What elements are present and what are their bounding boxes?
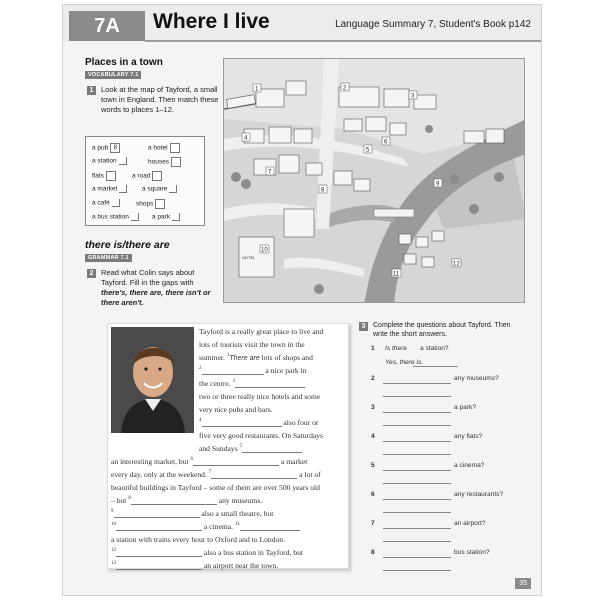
vocab-row: a station: [92, 157, 127, 165]
exercise-1-text: Look at the map of Tayford, a small town in England. Then match these words to places 1–12.: [101, 85, 219, 114]
answer-box[interactable]: [172, 213, 180, 221]
answer-gap[interactable]: [383, 453, 451, 455]
question-gap[interactable]: [383, 527, 451, 529]
example-answer: There are: [229, 355, 260, 362]
map-label-9: 9: [436, 181, 440, 188]
story-line: Tayford is a really great place to live and: [199, 327, 324, 336]
man-portrait-illustration: [111, 327, 194, 433]
example-question: Is there: [385, 345, 407, 352]
vocab-row: a café: [92, 199, 120, 207]
story-line: – but $^8$ any museums.: [111, 496, 263, 505]
vocab-tag: VOCABULARY 7.1: [85, 71, 141, 79]
page-title: Where I live: [153, 10, 270, 33]
gap-6[interactable]: [193, 457, 279, 466]
gap-9[interactable]: [114, 509, 200, 518]
exercise-2-number: 2: [87, 269, 96, 278]
answer-box[interactable]: [119, 157, 127, 165]
exercise-2-options: there's, there are, there isn't or there aren't.: [101, 288, 211, 307]
language-summary-reference: Language Summary 7, Student's Book p142: [335, 19, 531, 30]
gap-10[interactable]: [116, 522, 202, 531]
answer-box[interactable]: [112, 199, 120, 207]
example-answer: Yes, there is.: [385, 359, 424, 366]
answer-gap[interactable]: [383, 511, 451, 513]
vocab-word-box: [85, 136, 205, 226]
answer-box[interactable]: [170, 143, 180, 153]
answer-box[interactable]: [169, 185, 177, 193]
answer-box[interactable]: [152, 171, 162, 181]
colin-photo: [111, 327, 194, 433]
answer-gap[interactable]: [383, 569, 451, 571]
gap-8[interactable]: [131, 496, 217, 505]
story-line: $^9$ also a small theatre, but: [111, 509, 274, 518]
story-line: summer. $^1$There are lots of shops and: [199, 353, 313, 362]
map-label-8: 8: [321, 187, 325, 194]
story-line: five very good restaurants. On Saturdays: [199, 431, 323, 440]
story-line: $^2$ a nice park in: [199, 366, 307, 375]
gap-11[interactable]: [240, 522, 300, 531]
question-gap[interactable]: [383, 556, 451, 558]
answer-box[interactable]: [119, 185, 127, 193]
story-line: $^4$ also four or: [199, 418, 319, 427]
story-line: lots of tourists visit the town in the: [199, 340, 305, 349]
question-gap[interactable]: [383, 440, 451, 442]
exercise-2-instruction: 2 Read what Colin says about Tayford. Fill in the gaps with there's, there are, there isn't or there aren't.: [101, 268, 219, 308]
exercise-1-instruction: [89, 85, 219, 115]
story-line: an interesting market, but $^6$ a market: [111, 457, 308, 466]
answer-box[interactable]: [155, 199, 165, 209]
map-label-1: 1: [255, 86, 259, 93]
vocab-row: a square: [142, 185, 177, 193]
map-label-3: 3: [411, 93, 415, 100]
question-gap[interactable]: [383, 469, 451, 471]
answer-box[interactable]: [171, 157, 181, 167]
vocab-row: a pub 8: [92, 143, 122, 153]
exercise-1-number: 1: [87, 86, 96, 95]
gap-12[interactable]: [116, 548, 202, 557]
answer-gap[interactable]: [383, 540, 451, 542]
map-label-11: 11: [393, 271, 400, 278]
vocab-row: shops: [136, 199, 167, 209]
hotel-sign: HOTEL: [242, 255, 256, 260]
grammar-heading: there is/there are: [85, 239, 170, 251]
map-label-12: 12: [453, 261, 460, 268]
map-label-2: 2: [343, 85, 347, 92]
gap-4[interactable]: [202, 418, 282, 427]
map-label-4: 4: [244, 135, 248, 142]
page-header: [63, 5, 541, 41]
answer-box[interactable]: [131, 213, 139, 221]
story-line: two or three really nice hotels and some: [199, 392, 321, 401]
story-line: the centre. $^3$: [199, 379, 305, 388]
answer-gap[interactable]: [383, 424, 451, 426]
question-gap[interactable]: [383, 411, 451, 413]
gap-3[interactable]: [235, 379, 305, 388]
exercise-3-instruction: 3 Complete the questions about Tayford. Then write the short answers.: [373, 321, 523, 339]
gap-5[interactable]: [242, 444, 302, 453]
question-gap[interactable]: [383, 498, 451, 500]
map-label-6: 6: [384, 139, 388, 146]
unit-number: 7A: [69, 11, 145, 41]
gap-13[interactable]: [116, 561, 202, 570]
vocab-row: a market: [92, 185, 127, 193]
story-line: every day, only at the weekend. $^7$ a lot of: [111, 470, 321, 479]
vocab-row: flats: [92, 171, 118, 181]
story-line: $^{12}$ also a bus station in Tayford, but: [111, 548, 303, 557]
answer-box[interactable]: 8: [110, 143, 120, 153]
tayford-map: [223, 58, 525, 303]
town-map-illustration: [224, 59, 525, 303]
answer-box[interactable]: [106, 171, 116, 181]
page-number: 35: [515, 578, 531, 589]
grammar-tag: GRAMMAR 7.1: [85, 254, 132, 262]
vocab-row: a hotel: [148, 143, 182, 153]
story-line: beautiful buildings in Tayford – some of them are over 500 years old: [111, 483, 320, 492]
answer-gap[interactable]: [383, 395, 451, 397]
question-gap[interactable]: [383, 382, 451, 384]
answer-gap[interactable]: [383, 482, 451, 484]
vocab-row: a road: [132, 171, 164, 181]
story-line: $^{10}$ a cinema. $^{11}$: [111, 522, 300, 531]
vocab-row: a bus station: [92, 213, 139, 221]
story-line: $^{13}$ an airport near the town.: [111, 561, 279, 570]
vocab-row: houses: [148, 157, 183, 167]
vocab-heading: Places in a town: [85, 57, 163, 68]
story-line: a station with trains every hour to Oxford and to London.: [111, 535, 285, 544]
vocab-row: a park: [152, 213, 180, 221]
story-line: and Sundays $^5$: [199, 444, 302, 453]
map-label-7: 7: [268, 169, 272, 176]
story-line: very nice pubs and bars.: [199, 405, 273, 414]
gap-7[interactable]: [211, 470, 297, 479]
gap-2[interactable]: [202, 366, 264, 375]
exercise-3-number: 3: [359, 322, 368, 331]
map-label-10: 10: [261, 247, 268, 254]
map-label-5: 5: [366, 147, 370, 154]
header-divider: [145, 40, 541, 42]
workbook-page: 7A Where I live Language Summary 7, Student's Book p142 Places in a town VOCABULARY 7.1 1 Look at the map of Tayford, a small town in England. Then match these words to places 1–12. a pub 8 a hotel a station houses flats a road a market a square a café shops a bus station a park there is/there are GRAMMAR 7.1 2 Read what Colin says about Tayford. Fill in the gaps with there's, there are, there isn't or there aren't. HOTEL 1 2 3 4 5 6 7 8 9 10 11 12 Tayford is a really great place to live and lots of tourists visit the town in the summer. $^1$There are lots of shops and $^2$ a nice park in the centre. $^3$ two or three really nice hotels and some very nice pubs and bars. $^4$ also four or five very good restaurants. On Saturdays and Sundays $^5$ an interesting market, but $^6$ a market every day, only at the weekend. $^7$ a lot of beautiful buildings in Tayford – some of them are over 500 years old – but $^8$ any museums. $^9$ also a small theatre, but $^{10}$ a cinema. $^{11}$ a station with trains every hour to Oxford and to London. $^{12}$ also a bus station in Tayford, but $^{13}$ an airport near the town. 3 Complete the questions about Tayford. Then write the short answers. 1 Is there a station? Yes, there is. 2 any museums? 3 a park? 4 any flats? 5 a cinema? 6 any restaurants? 7 an airport? 8 bus station? 35: [62, 4, 542, 596]
